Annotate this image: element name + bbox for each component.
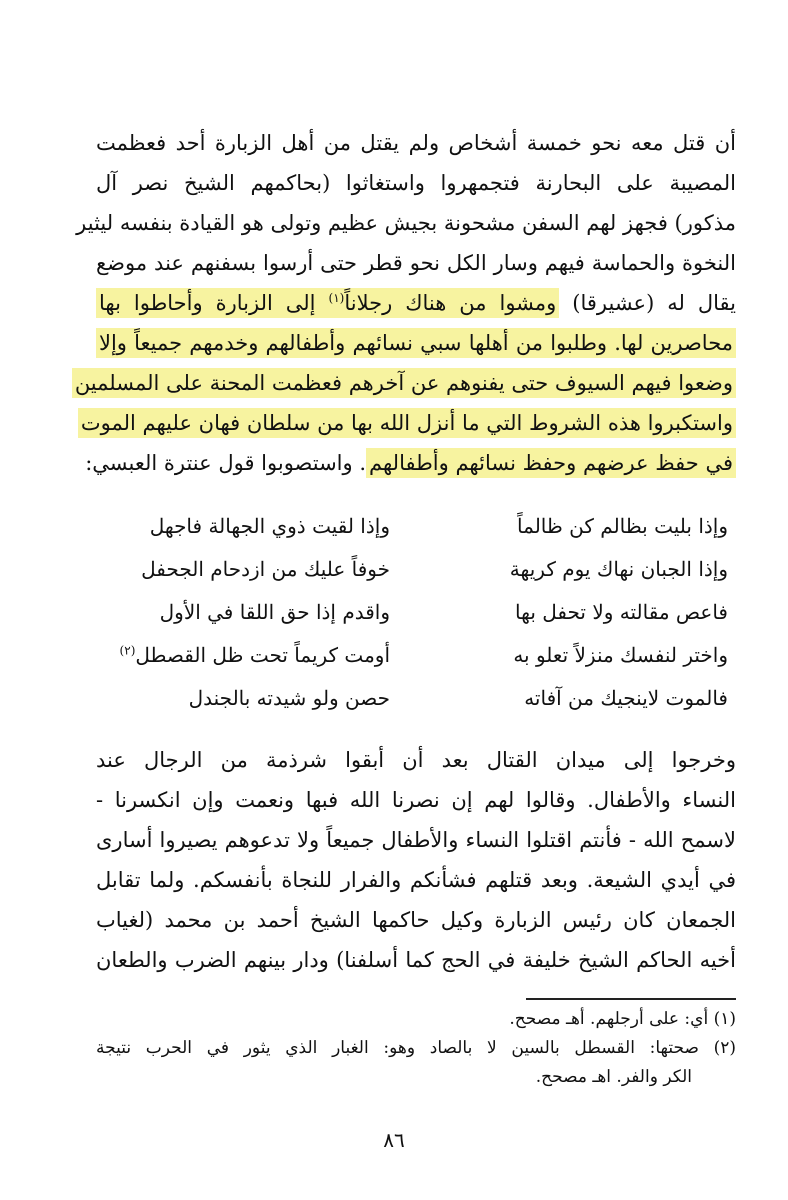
text-line [74, 363, 736, 403]
page-number: ٨٦ [383, 1128, 405, 1152]
text-line: مذكور) فجهز لهم السفن مشحونة بجيش عظيم وتولى هو القيادة بنفسه ليثير [76, 211, 736, 235]
poem-verse [110, 677, 728, 720]
text-line [80, 403, 736, 443]
footnote-2-continued: الكر والفر. اهـ مصحح. [535, 1067, 692, 1087]
poem-verse [110, 634, 728, 677]
text-segment: أومت كريماً تحت ظل القصطل [135, 643, 390, 667]
text-segment: . واستصوبوا قول عنترة العبسي: [85, 451, 367, 475]
text-line: المصيبة على البحارنة فتجمهروا واستغاثوا (بحاكمهم الشيخ نصر آل [96, 171, 736, 195]
verse-second-half: واقدم إذا حق اللقا في الأول [159, 600, 390, 624]
verse-second-half [110, 634, 390, 677]
footnote-ref-1: (١) [328, 291, 345, 305]
poem-verse [110, 505, 728, 548]
text-line [85, 443, 736, 483]
footnotes [96, 1005, 736, 1092]
text-line: أخيه الحاكم الشيخ خليفة في الحج كما أسلفنا) ودار بينهم الضرب والطعان [96, 948, 736, 972]
footnote-2: (٢) صحتها: القسطل بالسين لا بالصاد وهو: الغبار الذي يثور في الحرب نتيجة [96, 1038, 736, 1058]
text-line: النساء والأطفال. وقالوا لهم إن نصرنا الله فبها ونعمت وإن انكسرنا - [96, 788, 736, 812]
verse-second-half: وإذا لقيت ذوي الجهالة فاجهل [149, 514, 390, 538]
highlighted-text: في حفظ عرضهم وحفظ نسائهم وأطفالهم [366, 451, 736, 475]
text-line: أن قتل معه نحو خمسة أشخاص ولم يقتل من أهل الزبارة أحد فعظمت [96, 131, 736, 155]
text-segment: إلى الزبارة وأحاطوا بها [99, 291, 329, 315]
text-line [96, 323, 736, 363]
highlighted-text [96, 291, 559, 315]
highlighted-text: واستكبروا هذه الشروط التي ما أنزل الله بها من سلطان فهان عليهم الموت [78, 411, 736, 435]
text-segment: يقال له (عشيرقا) [559, 291, 736, 315]
verse-first-half: وإذا الجبان نهاك يوم كريهة [509, 557, 728, 581]
footnote-divider [526, 998, 736, 1000]
text-segment: ومشوا من هناك رجلاناً [344, 291, 557, 315]
text-line [96, 283, 736, 323]
text-line: في أيدي الشيعة. وبعد قتلهم فشأنكم والفرار للنجاة بأنفسكم. ولما تقابل [96, 868, 736, 892]
poem-verse [110, 548, 728, 591]
verse-first-half: واختر لنفسك منزلاً تعلو به [513, 643, 728, 667]
highlighted-text: محاصرين لها. وطلبوا من أهلها سبي نسائهم وأطفالهم وخدمهم جميعاً وإلا [96, 331, 736, 355]
paragraph-1 [74, 123, 736, 483]
text-line: لاسمح الله - فأنتم اقتلوا النساء والأطفال جميعاً ولا تدعوهم يصيروا أسارى [96, 828, 736, 852]
verse-first-half: وإذا بليت بظالم كن ظالماً [517, 514, 728, 538]
verse-second-half: حصن ولو شيدته بالجندل [188, 686, 390, 710]
footnote-1: (١) أي: على أرجلهم. أهـ مصحح. [509, 1009, 736, 1029]
footnote-ref-2: (٢) [119, 643, 136, 658]
highlighted-text: وضعوا فيهم السيوف حتى يفنوهم عن آخرهم فعظمت المحنة على المسلمين [72, 371, 736, 395]
text-line: وخرجوا إلى ميدان القتال بعد أن أبقوا شرذمة من الرجال عند [96, 748, 736, 772]
poem-verse [110, 591, 728, 634]
verse-second-half: خوفاً عليك من ازدحام الجحفل [141, 557, 390, 581]
verse-first-half: فالموت لاينجيك من آفاته [524, 686, 728, 710]
poem [110, 505, 728, 720]
verse-first-half: فاعص مقالته ولا تحفل بها [515, 600, 728, 624]
text-line: الجمعان كان رئيس الزبارة وكيل حاكمها الشيخ أحمد بن محمد (لغياب [96, 908, 736, 932]
text-line: النخوة والحماسة فيهم وسار الكل نحو قطر حتى أرسوا بسفنهم عند موضع [96, 251, 736, 275]
paragraph-2 [96, 740, 736, 980]
